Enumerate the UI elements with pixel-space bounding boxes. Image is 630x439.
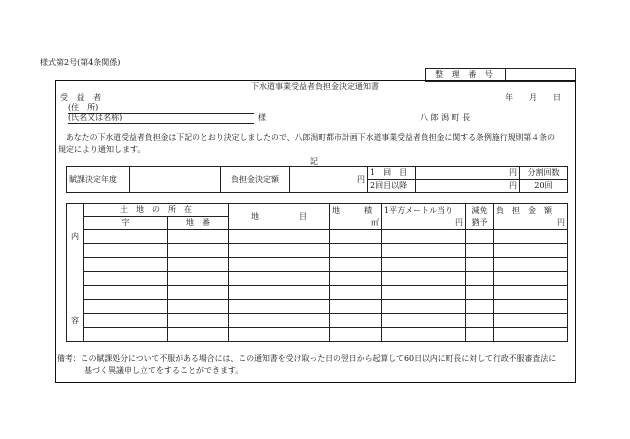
detail-row	[67, 300, 568, 314]
detail-cell[interactable]	[168, 230, 229, 244]
detail-cell[interactable]	[229, 230, 330, 244]
detail-cell[interactable]	[330, 272, 382, 286]
genmen-yuyo-label	[466, 204, 494, 230]
sqm-unit: ㎡	[371, 217, 379, 227]
amount-label	[494, 204, 568, 230]
detail-cell[interactable]	[168, 272, 229, 286]
detail-cell[interactable]	[84, 314, 168, 328]
yen-unit: 円	[455, 217, 463, 227]
amount-label: 負担金決定額	[221, 167, 290, 193]
detail-cell[interactable]	[382, 300, 466, 314]
detail-row	[67, 272, 568, 286]
recipient-label: 受 益 者	[60, 93, 105, 102]
side-label-cell	[67, 258, 84, 272]
side-label-cell	[67, 272, 84, 286]
detail-row	[67, 258, 568, 272]
side-label-cell: 内	[67, 230, 84, 244]
detail-cell[interactable]	[229, 300, 330, 314]
later-value[interactable]	[416, 180, 520, 193]
detail-cell[interactable]	[168, 300, 229, 314]
installments-value: 20回	[520, 180, 568, 193]
detail-cell[interactable]	[84, 258, 168, 272]
detail-cell[interactable]	[466, 300, 494, 314]
year-label: 賦課決定年度	[67, 167, 130, 193]
name-label: (氏名又は名称)	[68, 113, 123, 122]
side-label-top	[67, 204, 84, 217]
detail-cell[interactable]	[466, 230, 494, 244]
detail-cell[interactable]	[168, 258, 229, 272]
detail-cell[interactable]	[84, 328, 168, 342]
side-label-cell	[67, 300, 84, 314]
detail-cell[interactable]	[229, 328, 330, 342]
detail-cell[interactable]	[330, 286, 382, 300]
first-label: 1 回 目	[368, 167, 416, 180]
detail-row	[67, 314, 568, 328]
body-text-line1: あなたの下水道受益者負担金は下記のとおり決定しましたので、八郎潟町都市計画下水道事業受益者負担金に関する条例施行規則第４条の	[58, 133, 555, 142]
detail-cell[interactable]	[494, 244, 568, 258]
side-label-cell	[67, 328, 84, 342]
installments-label: 分割回数	[520, 167, 568, 180]
genmen-text: 減免	[471, 205, 488, 215]
amount-value[interactable]	[290, 167, 368, 193]
yen-unit: 円	[509, 168, 517, 177]
chiban-label: 地 番	[168, 217, 229, 230]
detail-cell[interactable]	[84, 272, 168, 286]
detail-cell[interactable]	[330, 300, 382, 314]
detail-cell[interactable]	[382, 272, 466, 286]
detail-cell[interactable]	[382, 286, 466, 300]
issuer: 八 郎 潟 町 長	[420, 113, 471, 122]
detail-cell[interactable]	[494, 230, 568, 244]
detail-cell[interactable]	[466, 286, 494, 300]
location-label: 土 地 の 所 在	[84, 204, 229, 217]
detail-cell[interactable]	[330, 230, 382, 244]
detail-cell[interactable]	[382, 328, 466, 342]
yen-unit: 円	[509, 181, 517, 190]
side-spacer	[67, 217, 84, 230]
detail-cell[interactable]	[84, 300, 168, 314]
detail-cell[interactable]	[168, 286, 229, 300]
detail-cell[interactable]	[330, 328, 382, 342]
honorific: 様	[258, 113, 266, 122]
detail-cell[interactable]	[168, 328, 229, 342]
detail-cell[interactable]	[494, 272, 568, 286]
detail-cell[interactable]	[330, 258, 382, 272]
detail-cell[interactable]	[84, 286, 168, 300]
chiseki-text: 地 積	[332, 205, 372, 215]
summary-table	[66, 166, 568, 193]
chimoku-label: 地 目	[229, 204, 330, 230]
detail-cell[interactable]	[382, 230, 466, 244]
ref-no-label: 整 理 番 号	[426, 69, 506, 82]
detail-row	[67, 286, 568, 300]
detail-cell[interactable]	[84, 244, 168, 258]
detail-cell[interactable]	[330, 244, 382, 258]
detail-row	[67, 230, 568, 244]
amount-text: 負 担 金 額	[496, 205, 552, 215]
chiseki-label	[330, 204, 382, 230]
detail-cell[interactable]	[466, 244, 494, 258]
detail-cell[interactable]	[382, 244, 466, 258]
detail-cell[interactable]	[382, 258, 466, 272]
detail-row	[67, 244, 568, 258]
yuyo-text: 猶予	[471, 217, 488, 227]
ki-label: 記	[310, 157, 318, 166]
detail-row	[67, 328, 568, 342]
side-label-cell	[67, 244, 84, 258]
first-value[interactable]	[416, 167, 520, 180]
address-label: (住 所)	[68, 103, 99, 112]
detail-cell[interactable]	[494, 300, 568, 314]
detail-cell[interactable]	[494, 314, 568, 328]
detail-cell[interactable]	[466, 328, 494, 342]
yen-unit: 円	[557, 217, 565, 227]
detail-cell[interactable]	[466, 258, 494, 272]
aza-label: 字	[84, 217, 168, 230]
detail-cell[interactable]	[330, 314, 382, 328]
per-sqm-text: 1平方メートル当り	[384, 205, 454, 215]
note-line2: 基づく異議申し立てをすることができます。	[84, 366, 244, 375]
detail-cell[interactable]	[168, 314, 229, 328]
year-value[interactable]	[130, 167, 221, 193]
side-label-cell	[67, 286, 84, 300]
detail-cell[interactable]	[494, 286, 568, 300]
date-label: 年 月 日	[505, 93, 561, 102]
detail-table	[66, 203, 568, 342]
note-line1: 備考：この賦課処分について不服がある場合には、この通知書を受け取った日の翌日から起算して60日以内に町長に対して行政不服審査法に	[57, 354, 557, 363]
detail-cell[interactable]	[229, 272, 330, 286]
form-id: 様式第2号(第4条関係)	[40, 58, 121, 67]
per-sqm-label	[382, 204, 466, 230]
detail-cell[interactable]	[229, 244, 330, 258]
later-label: 2回目以降	[368, 180, 416, 193]
detail-cell[interactable]	[229, 258, 330, 272]
body-text-line2: 規定により通知します。	[58, 145, 146, 154]
detail-cell[interactable]	[229, 286, 330, 300]
detail-cell[interactable]	[466, 314, 494, 328]
detail-cell[interactable]	[84, 230, 168, 244]
detail-cell[interactable]	[466, 272, 494, 286]
detail-cell[interactable]	[229, 314, 330, 328]
side-label-cell: 容	[67, 314, 84, 328]
name-field[interactable]	[68, 112, 254, 124]
detail-cell[interactable]	[168, 244, 229, 258]
document-title: 下水道事業受益者負担金決定通知書	[251, 82, 379, 91]
detail-cell[interactable]	[494, 328, 568, 342]
detail-cell[interactable]	[494, 258, 568, 272]
detail-cell[interactable]	[382, 314, 466, 328]
yen-unit: 円	[357, 174, 365, 184]
